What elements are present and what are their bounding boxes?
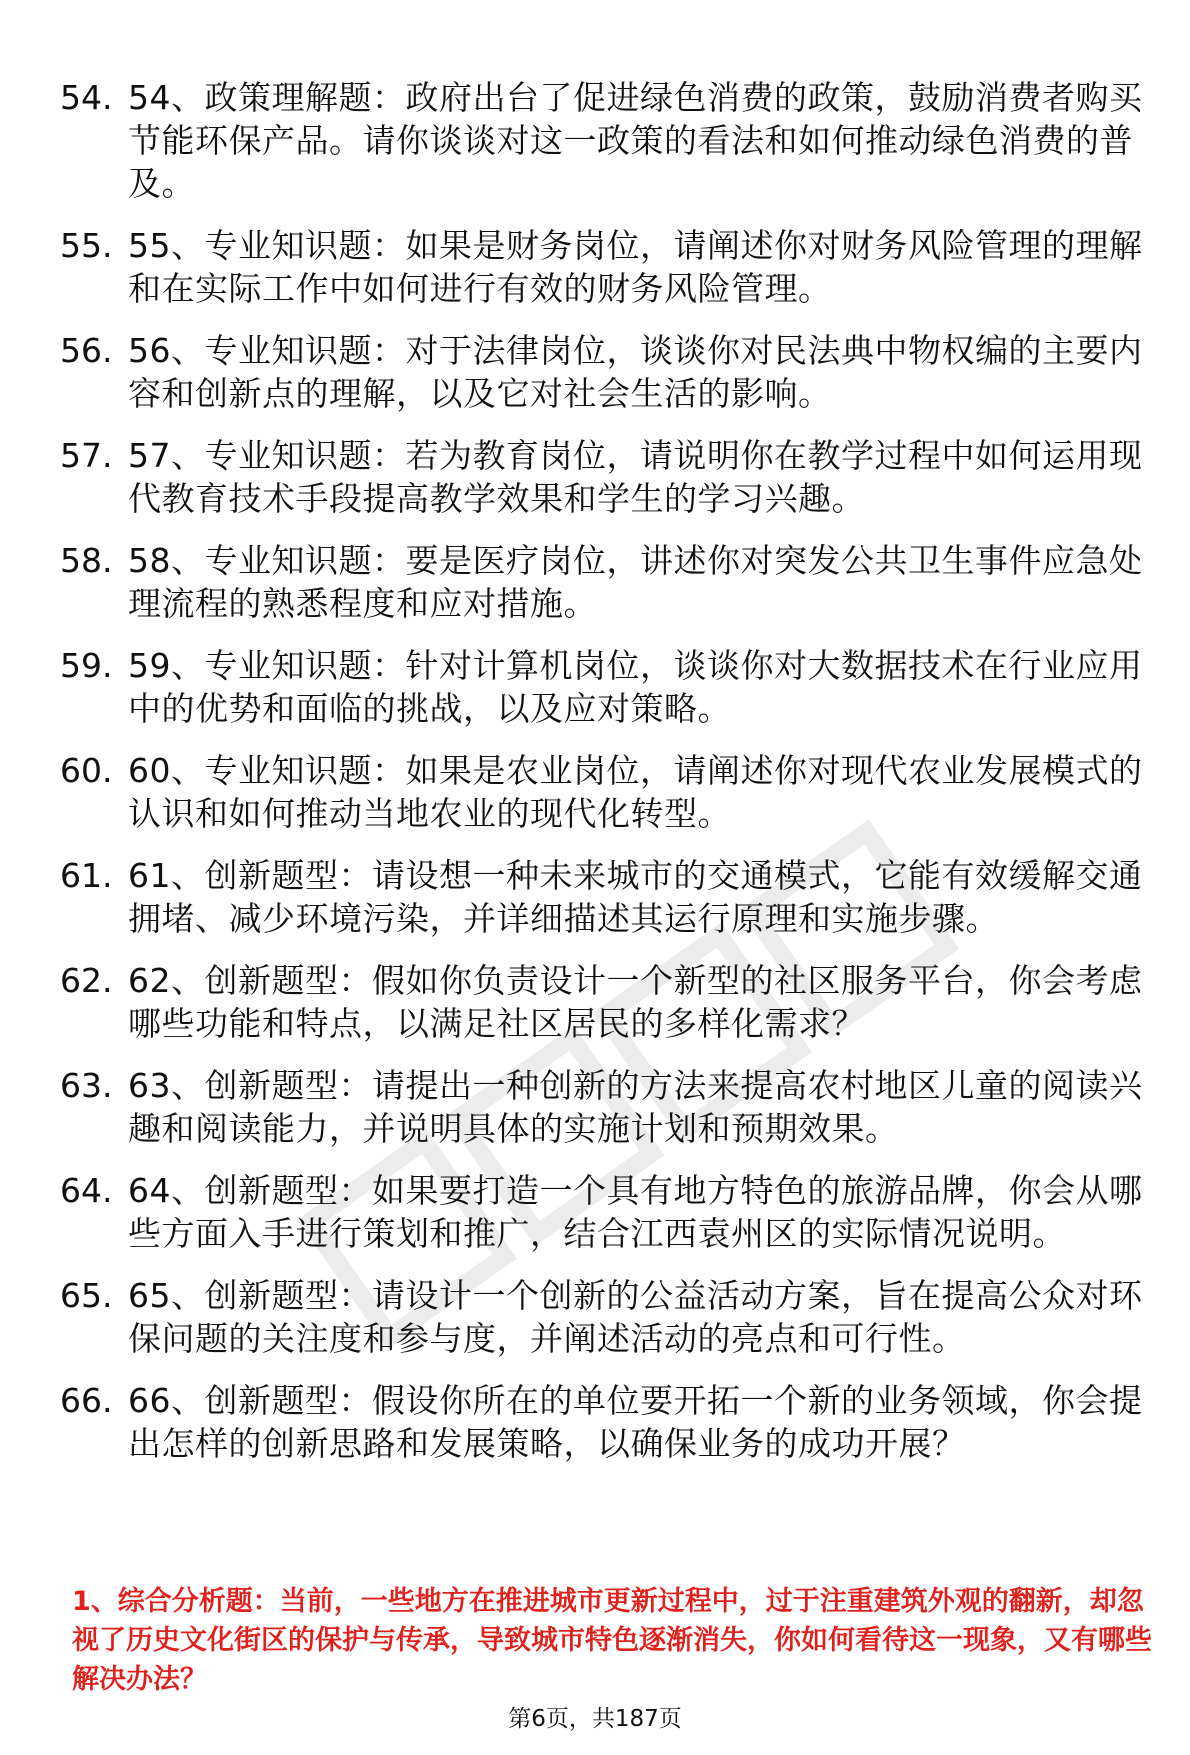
question-number: 54. <box>60 78 113 117</box>
question-text: 63、创新题型：请提出一种创新的方法来提高农村地区儿童的阅读兴趣和阅读能力，并说明具体的实施计划和预期效果。 <box>128 1066 1143 1148</box>
question-number: 55. <box>60 226 113 265</box>
list-item <box>60 539 1160 625</box>
list-item <box>60 76 1160 205</box>
list-item <box>60 854 1160 940</box>
list-item <box>60 1169 1160 1255</box>
question-text: 64、创新题型：如果要打造一个具有地方特色的旅游品牌，你会从哪些方面入手进行策划和推广，结合江西袁州区的实际情况说明。 <box>128 1171 1143 1253</box>
question-text: 60、专业知识题：如果是农业岗位，请阐述你对现代农业发展模式的认识和如何推动当地农业的现代化转型。 <box>128 751 1143 833</box>
list-item <box>60 1379 1160 1465</box>
question-number: 61. <box>60 856 113 895</box>
list-item <box>60 434 1160 520</box>
question-text: 56、专业知识题：对于法律岗位，谈谈你对民法典中物权编的主要内容和创新点的理解，以及它对社会生活的影响。 <box>128 331 1143 413</box>
question-list <box>60 76 1160 1484</box>
list-item <box>60 749 1160 835</box>
question-number: 58. <box>60 541 113 580</box>
list-item <box>60 329 1160 415</box>
highlight-question: 1、综合分析题：当前，一些地方在推进城市更新过程中，过于注重建筑外观的翻新，却忽视了历史文化街区的保护与传承，导致城市特色逐渐消失，你如何看待这一现象，又有哪些解决办法？ <box>72 1586 1152 1695</box>
question-number: 65. <box>60 1276 113 1315</box>
question-number: 66. <box>60 1381 113 1420</box>
list-item <box>60 224 1160 310</box>
question-number: 56. <box>60 331 113 370</box>
question-text: 65、创新题型：请设计一个创新的公益活动方案，旨在提高公众对环保问题的关注度和参与度，并阐述活动的亮点和可行性。 <box>128 1276 1143 1358</box>
question-text: 54、政策理解题：政府出台了促进绿色消费的政策，鼓励消费者购买节能环保产品。请你谈谈对这一政策的看法和如何推动绿色消费的普及。 <box>128 78 1143 203</box>
question-number: 62. <box>60 961 113 1000</box>
question-number: 59. <box>60 646 113 685</box>
page-footer: 第6页，共187页 <box>508 1706 682 1732</box>
list-item <box>60 644 1160 730</box>
question-text: 62、创新题型：假如你负责设计一个新型的社区服务平台，你会考虑哪些功能和特点，以满足社区居民的多样化需求？ <box>128 961 1143 1043</box>
list-item <box>60 959 1160 1045</box>
question-text: 55、专业知识题：如果是财务岗位，请阐述你对财务风险管理的理解和在实际工作中如何进行有效的财务风险管理。 <box>128 226 1143 308</box>
question-text: 59、专业知识题：针对计算机岗位，谈谈你对大数据技术在行业应用中的优势和面临的挑战，以及应对策略。 <box>128 646 1143 728</box>
question-number: 64. <box>60 1171 113 1210</box>
list-item <box>60 1274 1160 1360</box>
list-item <box>60 1064 1160 1150</box>
question-number: 63. <box>60 1066 113 1105</box>
question-text: 58、专业知识题：要是医疗岗位，讲述你对突发公共卫生事件应急处理流程的熟悉程度和应对措施。 <box>128 541 1143 623</box>
question-number: 57. <box>60 436 113 475</box>
question-number: 60. <box>60 751 113 790</box>
question-text: 57、专业知识题：若为教育岗位，请说明你在教学过程中如何运用现代教育技术手段提高教学效果和学生的学习兴趣。 <box>128 436 1143 518</box>
question-text: 66、创新题型：假设你所在的单位要开拓一个新的业务领域，你会提出怎样的创新思路和发展策略，以确保业务的成功开展？ <box>128 1381 1143 1463</box>
question-text: 61、创新题型：请设想一种未来城市的交通模式，它能有效缓解交通拥堵、减少环境污染，并详细描述其运行原理和实施步骤。 <box>128 856 1143 938</box>
